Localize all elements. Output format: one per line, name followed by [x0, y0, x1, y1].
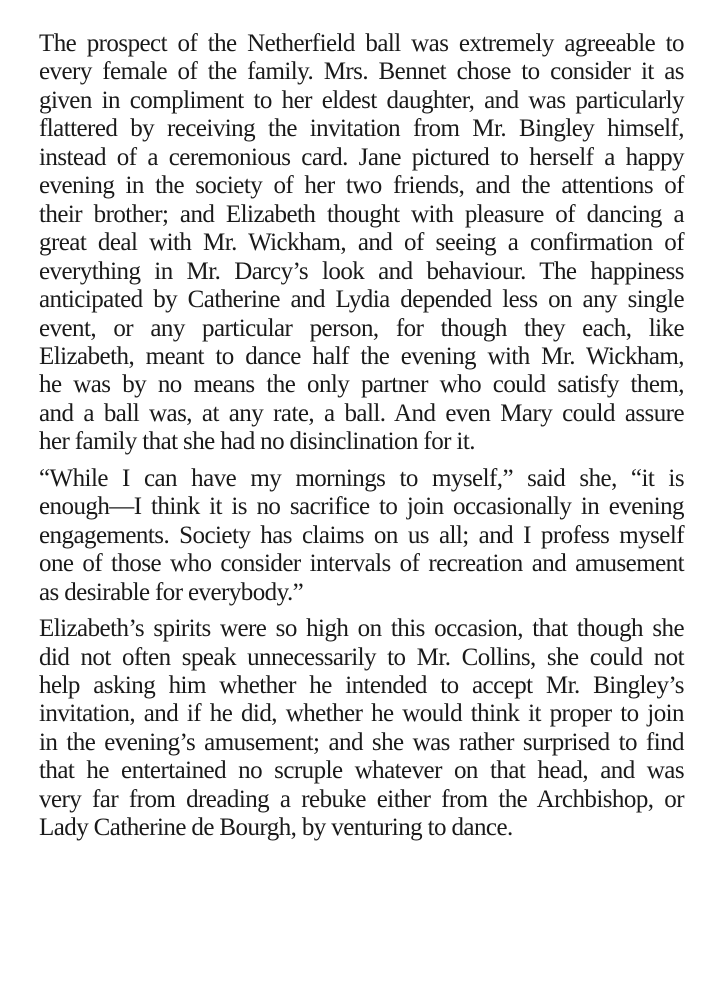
text-line: that he entertained no scruple whatever on that head, and was	[39, 757, 684, 785]
text-line: great deal with Mr. Wickham, and of seeing a confirmation of	[39, 229, 684, 257]
text-line: engagements. Society has claims on us all; and I profess myself	[39, 521, 684, 549]
text-line: given in compliment to her eldest daughter, and was particularly	[39, 86, 684, 114]
text-line: and a ball was, at any rate, a ball. And even Mary could assure	[39, 399, 684, 427]
text-line: did not often speak unnecessarily to Mr. Collins, she could not	[39, 643, 684, 671]
text-line: Elizabeth, meant to dance half the evening with Mr. Wickham,	[39, 342, 684, 370]
paragraph-mary-speech	[39, 465, 684, 607]
text-line: enough—I think it is no sacrifice to join occasionally in evening	[39, 493, 684, 521]
text-line: Lady Catherine de Bourgh, by venturing to dance.	[39, 814, 513, 842]
text-line: he was by no means the only partner who could satisfy them,	[39, 371, 684, 399]
text-line: every female of the family. Mrs. Bennet chose to consider it as	[39, 58, 684, 86]
text-line: invitation, and if he did, whether he would think it proper to join	[39, 700, 684, 728]
text-line: The prospect of the Netherfield ball was extremely agreeable to	[39, 30, 684, 57]
text-line: instead of a ceremonious card. Jane pictured to herself a happy	[39, 143, 684, 171]
text-line: anticipated by Catherine and Lydia depended less on any single	[39, 286, 684, 314]
text-line: flattered by receiving the invitation from Mr. Bingley himself,	[39, 115, 684, 143]
text-line: one of those who consider intervals of recreation and amusement	[39, 550, 684, 578]
text-line: event, or any particular person, for though they each, like	[39, 314, 684, 342]
text-line: her family that she had no disinclination for it.	[39, 428, 475, 456]
text-line: everything in Mr. Darcy’s look and behaviour. The happiness	[39, 257, 684, 285]
text-line: their brother; and Elizabeth thought with pleasure of dancing a	[39, 200, 684, 228]
document-page	[39, 30, 684, 843]
paragraph-netherfield-ball	[39, 30, 684, 457]
text-line: as desirable for everybody.”	[39, 578, 304, 606]
text-line: evening in the society of her two friends, and the attentions of	[39, 172, 684, 200]
text-line: “While I can have my mornings to myself,” said she, “it is	[39, 464, 684, 492]
text-line: help asking him whether he intended to accept Mr. Bingley’s	[39, 671, 684, 699]
text-line: very far from dreading a rebuke either from the Archbishop, or	[39, 785, 684, 813]
paragraph-elizabeth-spirits	[39, 615, 684, 843]
text-line: in the evening’s amusement; and she was rather surprised to find	[39, 728, 684, 756]
text-line: Elizabeth’s spirits were so high on this occasion, that though she	[39, 615, 684, 643]
